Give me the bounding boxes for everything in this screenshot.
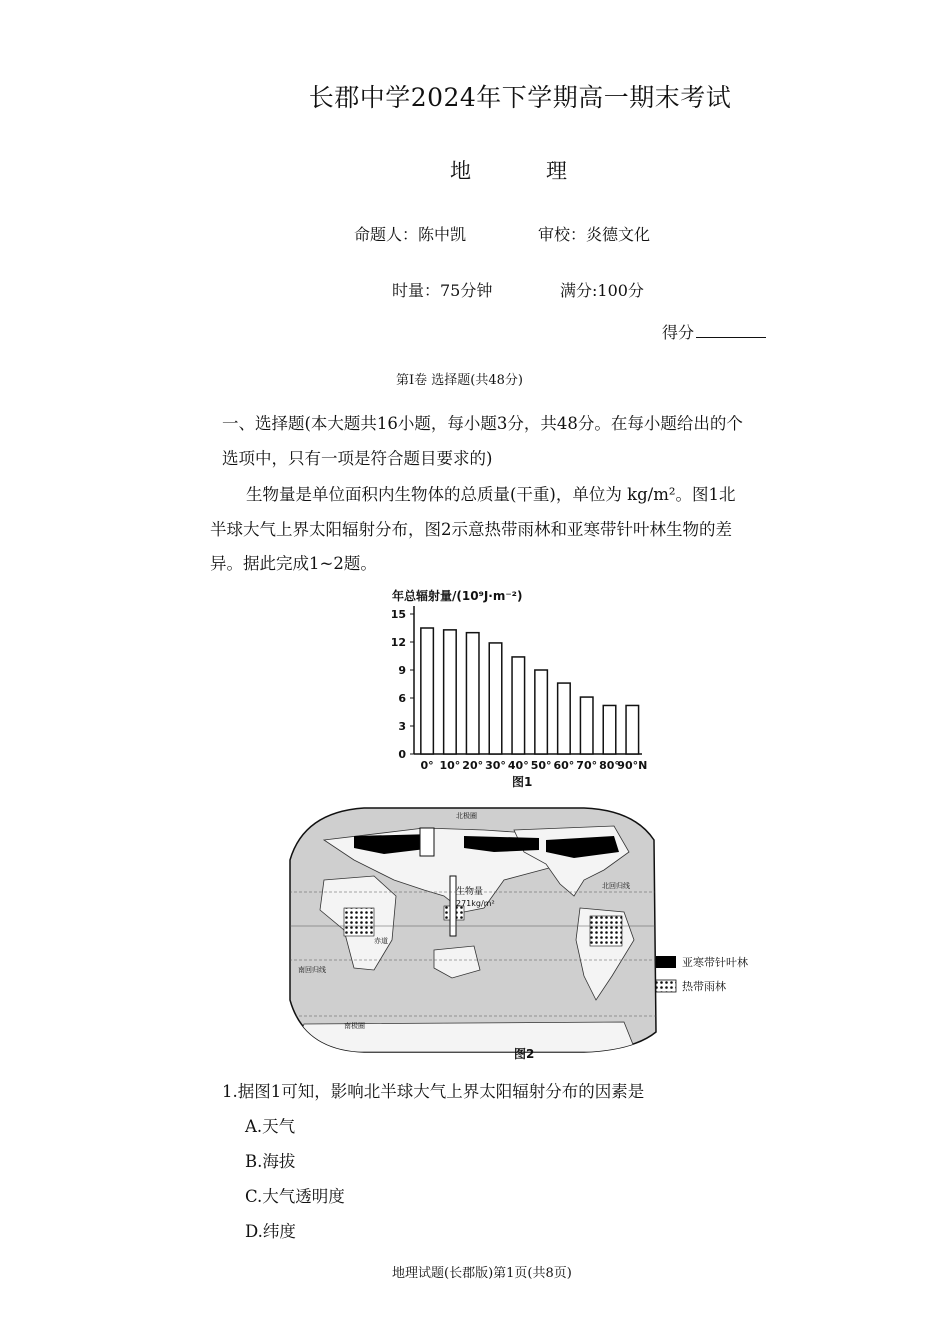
question-1-stem: 1.据图1可知，影响北半球大气上界太阳辐射分布的因素是	[222, 1082, 645, 1101]
bar	[466, 633, 479, 754]
figure-2-map	[284, 800, 804, 1062]
subject-char-1: 地	[450, 159, 471, 183]
instruction-line-1: 一、选择题(本大题共16小题，每小题3分，共48分。在每小题给出的个	[222, 414, 743, 433]
figure-1-chart	[370, 582, 670, 794]
map-label-biomass: 生物量	[456, 887, 484, 897]
map-label-arctic: 北极圈	[456, 812, 477, 820]
x-tick-label: 50°	[530, 759, 552, 772]
legend-swatch-taiga	[656, 956, 676, 968]
bar	[626, 705, 639, 754]
author: 命题人：陈中凯	[354, 225, 467, 244]
full-score: 满分:100分	[560, 281, 644, 300]
score-blank[interactable]	[696, 321, 766, 338]
map-label-biomass-value: 271kg/m²	[456, 899, 495, 908]
bar	[489, 643, 502, 754]
passage-line-1: 生物量是单位面积内生物体的总质量(干重)，单位为 kg/m²。图1北	[246, 485, 736, 504]
y-tick-label: 3	[398, 720, 406, 733]
y-tick-label: 0	[398, 748, 406, 761]
bar	[558, 683, 571, 754]
bar	[580, 697, 593, 754]
map-label-antarctic: 南极圈	[344, 1022, 365, 1030]
figure-2-caption: 图2	[514, 1047, 535, 1061]
x-tick-label: 70°	[576, 759, 598, 772]
x-tick-label: 30°	[485, 759, 506, 772]
section-heading: 第Ⅰ卷 选择题(共48分)	[396, 373, 523, 388]
bar	[421, 628, 434, 754]
reviewer: 审校：炎德文化	[538, 225, 651, 244]
exam-time: 时量：75分钟	[392, 281, 493, 300]
bar	[535, 670, 548, 754]
map-label-tropic-n: 北回归线	[602, 882, 630, 890]
biomass-bar-taiga	[420, 828, 434, 856]
y-tick-label: 9	[398, 664, 406, 677]
bar	[512, 657, 525, 754]
instruction-line-2: 选项中，只有一项是符合题目要求的)	[222, 449, 493, 468]
rainforest-south-america	[590, 916, 622, 946]
bar	[444, 630, 457, 754]
map-label-tropic-s: 南回归线	[298, 966, 326, 974]
x-tick-label: 60°	[553, 759, 575, 772]
score-field[interactable]	[662, 320, 766, 343]
y-tick-label: 6	[398, 692, 406, 705]
x-tick-label: 80°	[599, 759, 620, 772]
question-1-option-c[interactable]: C.大气透明度	[245, 1187, 345, 1206]
question-1-option-b[interactable]: B.海拔	[245, 1152, 296, 1171]
map-label-equator: 赤道	[374, 937, 388, 945]
passage-line-2: 半球大气上界太阳辐射分布，图2示意热带雨林和亚寒带针叶林生物的差	[210, 520, 732, 539]
exam-title: 长郡中学2024年下学期高一期末考试	[308, 83, 732, 112]
x-tick-label: 10°	[439, 759, 461, 772]
chart-caption: 图1	[512, 775, 533, 789]
y-tick-label: 12	[390, 636, 406, 649]
x-tick-label: 0°	[420, 759, 434, 772]
x-tick-label: 90°N	[617, 759, 648, 772]
legend-label-rainforest: 热带雨林	[682, 980, 726, 993]
x-tick-label: 40°	[507, 759, 529, 772]
legend-swatch-rainforest	[656, 980, 676, 992]
question-1-option-a[interactable]: A.天气	[245, 1117, 296, 1136]
bar	[603, 705, 616, 754]
rainforest-africa	[344, 908, 374, 936]
legend-label-taiga: 亚寒带针叶林	[682, 956, 748, 969]
y-tick-label: 15	[390, 608, 406, 621]
x-tick-label: 20°	[462, 759, 484, 772]
chart-title: 年总辐射量/(10⁹J·m⁻²)	[392, 589, 523, 603]
passage-line-3: 异。据此完成1~2题。	[210, 554, 377, 573]
page-footer: 地理试题(长郡版)第1页(共8页)	[392, 1266, 572, 1281]
question-1-option-d[interactable]: D.纬度	[245, 1222, 296, 1241]
score-label: 得分	[662, 323, 695, 342]
subject-char-2: 理	[546, 159, 567, 183]
